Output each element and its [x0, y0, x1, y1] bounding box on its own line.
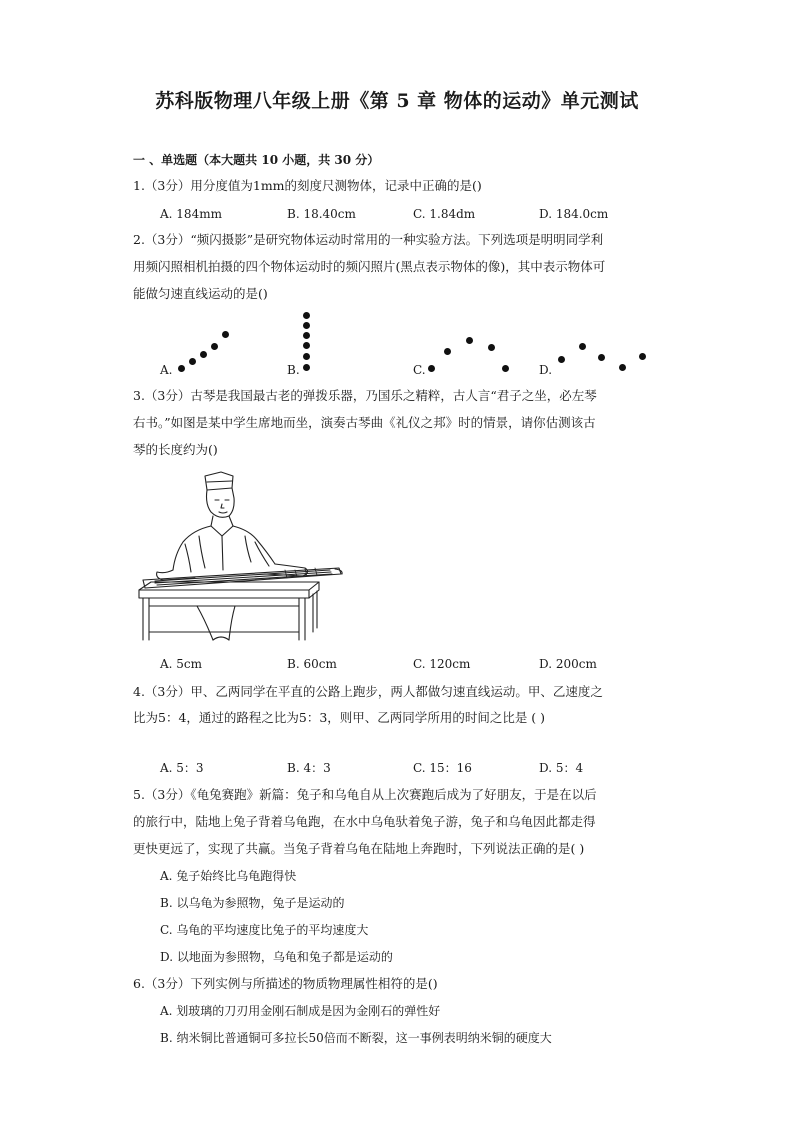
section-header: 一 、单选题（本大题共 10 小题，共 30 分） [133, 153, 380, 167]
q3-option-a[interactable]: A. 5cm [160, 657, 203, 671]
q4-option-c[interactable]: C. 15：16 [413, 761, 472, 775]
question-2-line-1: 2.（3分）“频闪摄影”是研究物体运动时常用的一种实验方法。下列选项是明明同学利 [133, 232, 604, 247]
question-5-line-1: 5.（3分）《龟兔赛跑》新篇：兔子和乌龟自从上次赛跑后成为了好朋友，于是在以后 [133, 787, 597, 802]
strobe-dot-d-5 [639, 353, 646, 360]
q2-option-c[interactable]: C. [413, 363, 426, 377]
strobe-dot-a-2 [189, 358, 196, 365]
q6-option-a[interactable]: A. 划玻璃的刀刃用金刚石制成是因为金刚石的弹性好 [160, 1004, 441, 1018]
question-3-line-1: 3.（3分）古琴是我国最古老的弹拨乐器，乃国乐之精粹，古人言“君子之坐，必左琴 [133, 388, 597, 403]
q1-option-c[interactable]: C. 1.84dm [413, 207, 476, 221]
q2-option-a[interactable]: A. [160, 363, 173, 377]
question-5-line-2: 的旅行中，陆地上兔子背着乌龟跑，在水中乌龟驮着兔子游，兔子和乌龟因此都走得 [133, 814, 596, 829]
question-4-line-2: 比为5：4，通过的路程之比为5：3，则甲、乙两同学所用的时间之比是 ( ) [133, 710, 546, 725]
guqin-player-illustration [135, 470, 350, 642]
q4-option-a[interactable]: A. 5：3 [160, 761, 204, 775]
strobe-dot-b-6 [303, 364, 310, 371]
q5-option-a[interactable]: A. 兔子始终比乌龟跑得快 [160, 869, 297, 883]
q3-option-c[interactable]: C. 120cm [413, 657, 471, 671]
question-4-line-1: 4.（3分）甲、乙两同学在平直的公路上跑步，两人都做匀速直线运动。甲、乙速度之 [133, 684, 603, 699]
strobe-dot-a-5 [222, 331, 229, 338]
strobe-dot-a-1 [178, 365, 185, 372]
strobe-dot-d-3 [598, 354, 605, 361]
strobe-dot-b-4 [303, 342, 310, 349]
q3-option-d[interactable]: D. 200cm [539, 657, 597, 671]
strobe-dot-b-5 [303, 353, 310, 360]
strobe-dot-c-2 [444, 348, 451, 355]
q2-option-d[interactable]: D. [539, 363, 553, 377]
question-3-line-3: 琴的长度约为() [133, 442, 218, 457]
q6-option-b[interactable]: B. 纳米铜比普通铜可多拉长50倍而不断裂，这一事例表明纳米铜的硬度大 [160, 1031, 552, 1045]
strobe-dot-b-1 [303, 312, 310, 319]
question-1-stem: 1.（3分）用分度值为1mm的刻度尺测物体，记录中正确的是() [133, 178, 482, 193]
strobe-dot-b-2 [303, 322, 310, 329]
q3-option-b[interactable]: B. 60cm [287, 657, 337, 671]
q1-option-d[interactable]: D. 184.0cm [539, 207, 609, 221]
strobe-dot-c-4 [488, 344, 495, 351]
strobe-dot-d-4 [619, 364, 626, 371]
q5-option-c[interactable]: C. 乌龟的平均速度比兔子的平均速度大 [160, 923, 369, 937]
strobe-dot-c-1 [428, 365, 435, 372]
question-5-line-3: 更快更远了，实现了共赢。当兔子背着乌龟在陆地上奔跑时，下列说法正确的是( ) [133, 841, 585, 856]
page-title: 苏科版物理八年级上册《第 5 章 物体的运动》单元测试 [155, 90, 639, 112]
strobe-dot-c-3 [466, 337, 473, 344]
q1-option-b[interactable]: B. 18.40cm [287, 207, 356, 221]
question-2-line-2: 用频闪照相机拍摄的四个物体运动时的频闪照片(黑点表示物体的像)，其中表示物体可 [133, 259, 606, 274]
strobe-dot-a-3 [200, 351, 207, 358]
strobe-dot-c-5 [502, 365, 509, 372]
q5-option-b[interactable]: B. 以乌龟为参照物，兔子是运动的 [160, 896, 345, 910]
q5-option-d[interactable]: D. 以地面为参照物，乌龟和兔子都是运动的 [160, 950, 393, 964]
q2-option-b[interactable]: B. [287, 363, 300, 377]
strobe-dot-a-4 [211, 343, 218, 350]
q1-option-a[interactable]: A. 184mm [160, 207, 222, 221]
q4-option-d[interactable]: D. 5：4 [539, 761, 584, 775]
strobe-dot-d-2 [579, 343, 586, 350]
question-2-line-3: 能做匀速直线运动的是() [133, 286, 268, 301]
question-6-stem: 6.（3分）下列实例与所描述的物质物理属性相符的是() [133, 976, 438, 991]
question-3-line-2: 右书。”如图是某中学生席地而坐，演奏古琴曲《礼仪之邦》时的情景，请你估测该古 [133, 415, 596, 430]
q4-option-b[interactable]: B. 4：3 [287, 761, 331, 775]
strobe-dot-d-1 [558, 356, 565, 363]
strobe-dot-b-3 [303, 332, 310, 339]
